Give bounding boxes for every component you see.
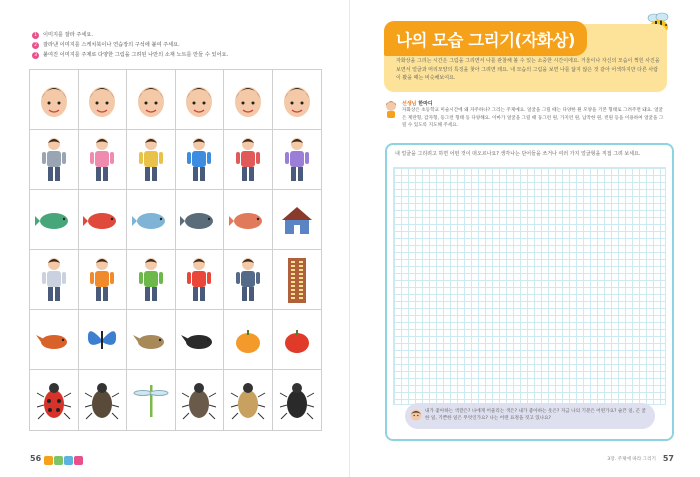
ladybug-icon [34,375,74,425]
grid-cell [176,130,225,190]
grid-cell [127,190,176,250]
grid-cell [79,310,128,370]
grid-cell [127,70,176,130]
grid-cell [224,370,273,430]
instruction-item [32,40,332,50]
sea-turtle-icon [34,195,74,245]
apple-icon [277,315,317,365]
grid-cell [176,310,225,370]
grid-cell [30,250,79,310]
house-icon [277,195,317,245]
boy-star-shirt-icon [131,255,171,305]
instruction-item [32,30,332,40]
grid-cell [176,190,225,250]
face-boy-icon [34,75,74,125]
page-title: 나의 모습 그리기(자화상) [384,21,587,56]
grid-cell [79,130,128,190]
grid-cell [127,370,176,430]
pterosaur-icon [34,315,74,365]
girl-skirt-icon [277,135,317,185]
girl-red-dress-icon [179,255,219,305]
grid-cell [224,70,273,130]
butterfly-icon [82,315,122,365]
sticker-grid [29,69,322,431]
sitting-boy-icon [228,255,268,305]
teacher-avatar-icon [384,100,398,118]
grid-cell [176,370,225,430]
grid-cell [273,310,322,370]
grid-cell [224,250,273,310]
title-panel [384,24,667,92]
teacher-label: 선생님 [402,101,417,107]
grid-cell [176,250,225,310]
grid-cell [273,250,322,310]
step-number-badge: 2 [32,42,39,49]
face-girl-bob-icon [82,75,122,125]
intro-text: 자화상을 그리는 시간은 그림을 그리면서 나를 관찰해 볼 수 있는 소중한 시간이에요. 거울이나 자신의 모습이 찍힌 사진을 보면서 얼굴과 머리모양의 특징을 찾아 그려면 돼요. 내 모습의 그림을 보면 나를 닮지 않은 것 같아 어색하지만 다른 사람이 봤을 때는 비슷해보여요. [396,58,660,81]
grid-cell [224,310,273,370]
robot-kid-icon [34,135,74,185]
stag-beetle-icon [179,375,219,425]
grid-cell [127,250,176,310]
instructions-list [32,30,332,60]
magpie-icon [179,315,219,365]
grid-cell [30,310,79,370]
hedgehog-icon [131,315,171,365]
grid-cell [224,130,273,190]
face-woman-long-hair-icon [179,75,219,125]
boy-standing-icon [228,135,268,185]
grid-cell [224,190,273,250]
face-girl-bangs-icon [131,75,171,125]
instruction-text: 잘라낸 이미지를 스케치북이나 연습장의 구석에 붙여 주세요. [43,42,180,48]
grid-cell [273,70,322,130]
child-face-icon [410,409,422,421]
grid-cell [127,130,176,190]
face-girl-pigtails-icon [277,75,317,125]
grid-cell [79,190,128,250]
crab-icon [82,195,122,245]
boy-hanbok-icon [131,135,171,185]
pumpkin-icon [228,315,268,365]
step-number-badge: 1 [32,32,39,39]
chapter-label: 3장. 주제에 따라 그리기 [607,457,656,462]
grid-cell [273,190,322,250]
face-man-icon [228,75,268,125]
grid-cell [30,190,79,250]
page-number-right: 57 [662,454,674,463]
teacher-heading [402,100,666,107]
girl-hanbok-icon [82,135,122,185]
grid-cell [79,70,128,130]
fish-icon [131,195,171,245]
graph-paper-area[interactable] [393,167,666,405]
page-number-left: 56 [30,454,42,463]
grid-cell [30,130,79,190]
octopus-icon [228,195,268,245]
grid-cell [30,70,79,130]
teacher-text: 자화상은 초등학교 미술시간에 왜 자주하나? 그리는 주제예요. 얼굴을 그릴 때는 다양한 뭔 모양을 기본 형태로 그려주면 돼요. 얼굴은 계란형, 감자형, 둥그런 형태 등 다양해요. 이마가 얼굴을 그릴 때 둥그런 원, 가지런 원, 납작한 원, 빈원 등을 이용하여 얼굴을 그릴 수 있도록 지도해 주세요. [402,108,664,128]
teacher-tip [384,100,674,130]
grid-cell [273,370,322,430]
grid-cell [273,130,322,190]
instruction-text: 이미지를 잘라 주세요. [43,32,94,38]
right-page [350,0,700,477]
brand-logo [44,456,83,465]
drawing-prompt: 내 얼굴을 그리려고 하면 어떤 것이 떠오르나요? 생각나는 단어들을 쓰거나 여러 가지 얼굴형을 직접 그려 보세요. [395,151,641,157]
step-number-badge: 3 [32,52,39,59]
grid-cell [79,370,128,430]
grid-cell [30,370,79,430]
old-man-icon [34,255,74,305]
boy-apron-icon [82,255,122,305]
reflection-text: 내가 좋아하는 색깔은? 나에게 어울리는 색은? 내가 좋아하는 옷은? 지금 나의 기분은 어떤가요? 슬픈 일, 곤 굴한 일, 기쁜한 일은 무엇인가요? 나는 어떤 표정을 짓고 있나요? [425,409,646,422]
drawing-sheet [385,143,674,441]
boy-jumping-icon [179,135,219,185]
dragonfly-icon [131,375,171,425]
reflection-bubble [405,403,655,429]
ant-icon [277,375,317,425]
teacher-tag: 한마디 [418,101,433,107]
grid-cell [79,250,128,310]
cicada-icon [228,375,268,425]
instruction-item [32,50,332,60]
grid-cell [176,70,225,130]
apartment-building-icon [277,255,317,305]
angelfish-icon [179,195,219,245]
beetle-icon [82,375,122,425]
grid-cell [127,310,176,370]
instruction-text: 붙여진 이미지를 주제로 다양한 그림을 그려된 나만의 소재 노트를 만들 수 있어요. [43,52,229,58]
